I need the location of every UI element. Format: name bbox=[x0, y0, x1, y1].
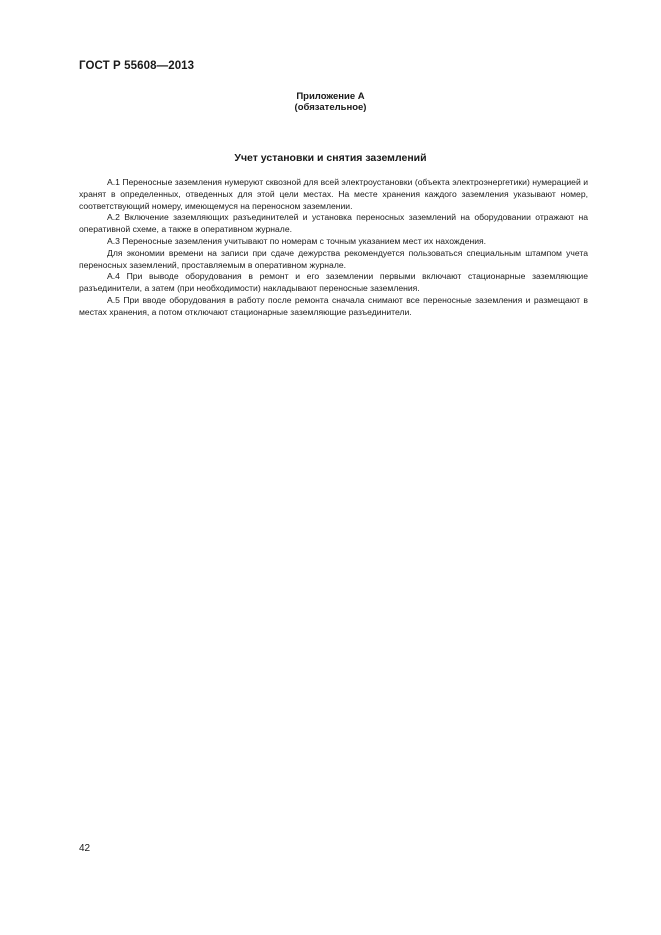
annex-label: Приложение А bbox=[296, 91, 365, 102]
annex-status: (обязательное) bbox=[294, 102, 367, 113]
annex-heading bbox=[0, 91, 661, 113]
document-header: ГОСТ Р 55608—2013 bbox=[79, 60, 195, 72]
page-number: 42 bbox=[79, 843, 91, 854]
paragraph-a3-note: Для экономии времени на записи при сдаче дежурства рекомендуется пользоваться специальным штампом учета переносных заземлений, проставляемым в оперативном журнале. bbox=[79, 247, 588, 270]
paragraph-a1: А.1 Переносные заземления нумеруют сквозной для всей электроустановки (объекта электроэнергетики) нумерацией и хранят в определенных, отведенных для этой цели местах. На месте хранения каждого заземления указывают номер, соответствующий номеру, имеющемуся на переносном заземлении. bbox=[79, 177, 588, 211]
paragraph-a5: А.5 При вводе оборудования в работу после ремонта сначала снимают все переносные заземления и размещают в местах хранения, а потом отключают стационарные заземляющие разъединители. bbox=[79, 294, 588, 317]
body-text bbox=[79, 177, 588, 319]
paragraph-a2: А.2 Включение заземляющих разъединителей и установка переносных заземлений на оборудовании отражают на оперативной схеме, а также в оперативном журнале. bbox=[79, 212, 588, 235]
section-title: Учет установки и снятия заземлений bbox=[234, 152, 427, 164]
paragraph-a4: А.4 При выводе оборудования в ремонт и его заземлении первыми включают стационарные заземляющие разъединители, а затем (при необходимости) накладывают переносные заземления. bbox=[79, 271, 588, 294]
paragraph-a3: А.3 Переносные заземления учитывают по номерам с точным указанием мест их нахождения. bbox=[107, 235, 487, 246]
